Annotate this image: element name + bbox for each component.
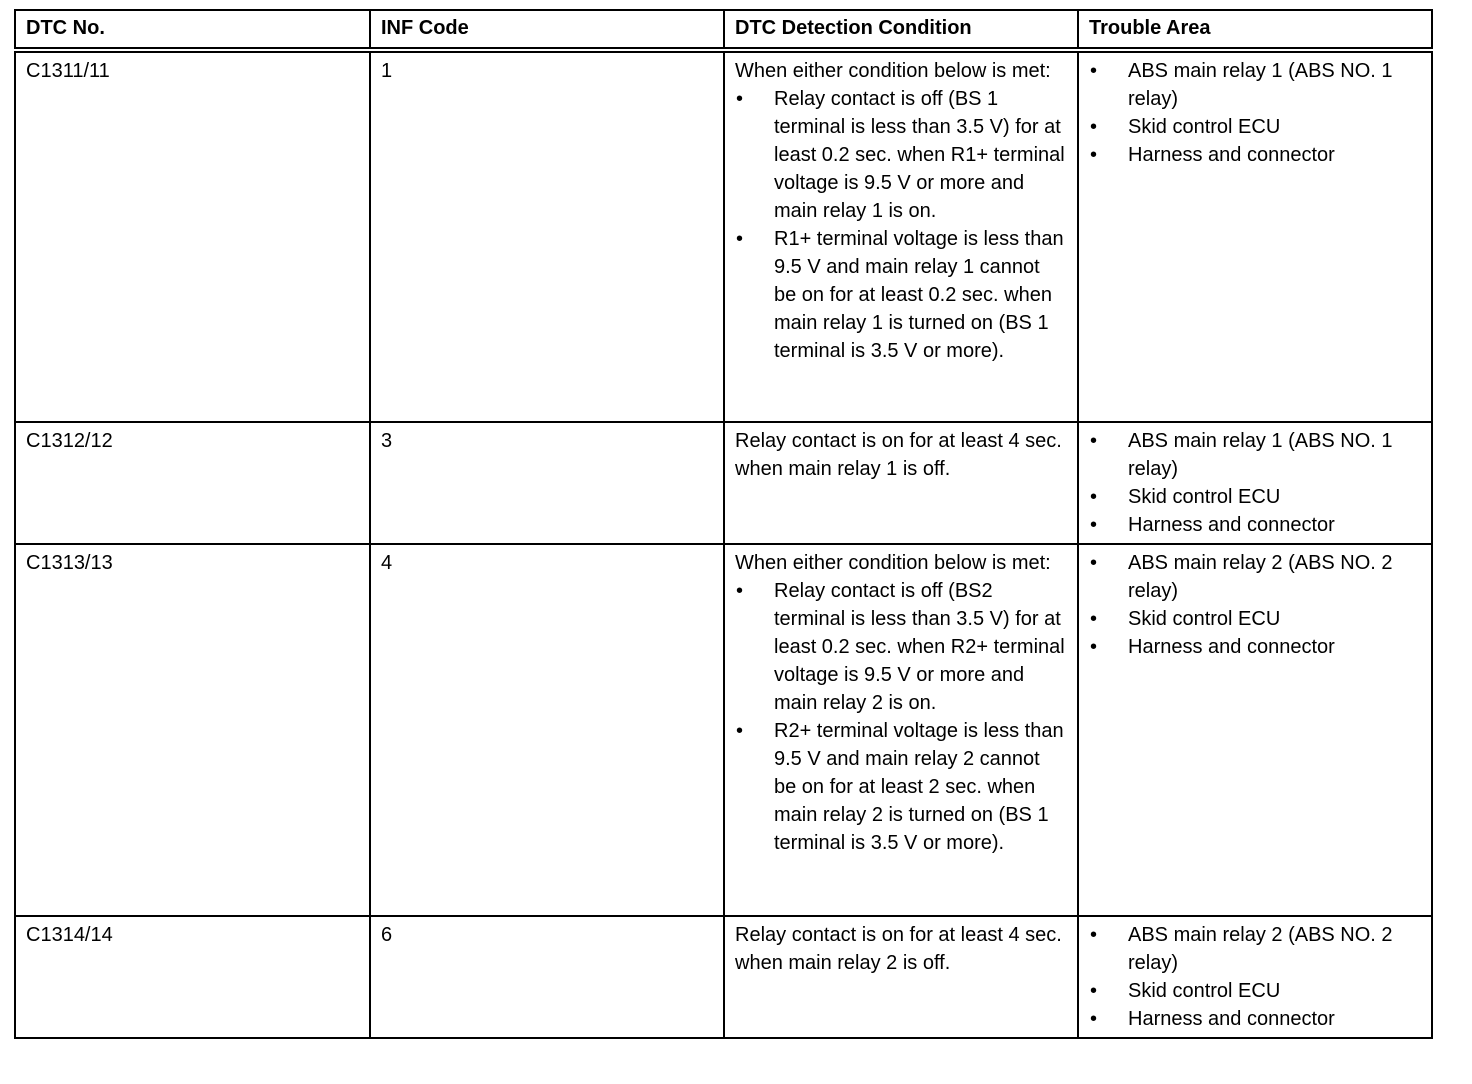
bullet-icon: • [1090,486,1098,508]
trouble-area-text: ABS main relay 1 (ABS NO. 1 relay) [1128,430,1393,480]
trouble-area-item [1089,977,1421,1005]
trouble-area-item [1089,427,1421,483]
condition-text: Relay contact is off (BS 1 terminal is less than 3.5 V) for at least 0.2 sec. when R1+ terminal voltage is 9.5 V or more and main relay 1 is on. [774,88,1065,222]
trouble-area-item [1089,141,1421,169]
condition-text: Relay contact is off (BS2 terminal is less than 3.5 V) for at least 0.2 sec. when R2+ terminal voltage is 9.5 V or more and main relay 2 is on. [774,580,1065,714]
trouble-area-list [1089,427,1421,539]
trouble-area-item [1089,511,1421,539]
dtc-number-cell: C1314/14 [15,916,370,1038]
header-inf-code: INF Code [370,10,724,50]
bullet-icon: • [1090,980,1098,1002]
trouble-area-item [1089,549,1421,605]
dtc-table [14,9,1433,1039]
condition-intro: When either condition below is met: [735,552,1051,574]
inf-code-cell: 4 [370,544,724,916]
trouble-area-cell [1078,916,1432,1038]
table-row [15,544,1432,916]
bullet-icon: • [1090,514,1098,536]
header-trouble-area: Trouble Area [1078,10,1432,50]
bullet-icon: • [1090,144,1098,166]
dtc-number-cell: C1312/12 [15,422,370,544]
bullet-icon: • [1090,552,1098,574]
trouble-area-text: Harness and connector [1128,1008,1335,1030]
bullet-icon: • [1090,924,1098,946]
inf-code-cell: 6 [370,916,724,1038]
bullet-icon: • [736,88,744,110]
condition-list [735,577,1067,857]
trouble-area-text: Harness and connector [1128,144,1335,166]
condition-text: R2+ terminal voltage is less than 9.5 V and main relay 2 cannot be on for at least 2 sec. when main relay 2 is turned on (BS 1 terminal is 3.5 V or more). [774,720,1064,854]
bullet-icon: • [736,228,744,250]
table-row [15,916,1432,1038]
bullet-icon: • [736,580,744,602]
bullet-icon: • [1090,1008,1098,1030]
header-detection-condition: DTC Detection Condition [724,10,1078,50]
header-row [15,10,1432,50]
trouble-area-list [1089,921,1421,1033]
table-row [15,50,1432,422]
condition-text: R1+ terminal voltage is less than 9.5 V and main relay 1 cannot be on for at least 0.2 sec. when main relay 1 is turned on (BS 1 terminal is 3.5 V or more). [774,228,1064,362]
trouble-area-text: Skid control ECU [1128,116,1281,138]
trouble-area-text: Skid control ECU [1128,486,1281,508]
detection-condition-cell [724,916,1078,1038]
condition-item [735,577,1067,717]
trouble-area-list [1089,57,1421,169]
trouble-area-text: ABS main relay 2 (ABS NO. 2 relay) [1128,924,1393,974]
trouble-area-list [1089,549,1421,661]
header-dtc-no: DTC No. [15,10,370,50]
condition-item [735,225,1067,365]
trouble-area-item [1089,57,1421,113]
trouble-area-item [1089,605,1421,633]
trouble-area-item [1089,921,1421,977]
condition-intro: When either condition below is met: [735,60,1051,82]
condition-list [735,85,1067,365]
condition-intro: Relay contact is on for at least 4 sec. when main relay 2 is off. [735,924,1062,974]
bullet-icon: • [1090,60,1098,82]
condition-item [735,717,1067,857]
trouble-area-item [1089,1005,1421,1033]
inf-code-cell: 1 [370,50,724,422]
bullet-icon: • [1090,116,1098,138]
trouble-area-item [1089,633,1421,661]
table-body [15,50,1432,1038]
bullet-icon: • [1090,608,1098,630]
trouble-area-cell [1078,422,1432,544]
condition-intro: Relay contact is on for at least 4 sec. when main relay 1 is off. [735,430,1062,480]
trouble-area-text: Harness and connector [1128,514,1335,536]
bullet-icon: • [1090,636,1098,658]
bullet-icon: • [1090,430,1098,452]
inf-code-cell: 3 [370,422,724,544]
dtc-number-cell: C1311/11 [15,50,370,422]
trouble-area-text: ABS main relay 1 (ABS NO. 1 relay) [1128,60,1393,110]
trouble-area-item [1089,113,1421,141]
detection-condition-cell [724,50,1078,422]
condition-item [735,85,1067,225]
trouble-area-cell [1078,544,1432,916]
table-header [15,10,1432,50]
trouble-area-text: Skid control ECU [1128,608,1281,630]
detection-condition-cell [724,544,1078,916]
trouble-area-text: Harness and connector [1128,636,1335,658]
detection-condition-cell [724,422,1078,544]
trouble-area-text: ABS main relay 2 (ABS NO. 2 relay) [1128,552,1393,602]
trouble-area-cell [1078,50,1432,422]
dtc-number-cell: C1313/13 [15,544,370,916]
table-row [15,422,1432,544]
bullet-icon: • [736,720,744,742]
trouble-area-text: Skid control ECU [1128,980,1281,1002]
trouble-area-item [1089,483,1421,511]
